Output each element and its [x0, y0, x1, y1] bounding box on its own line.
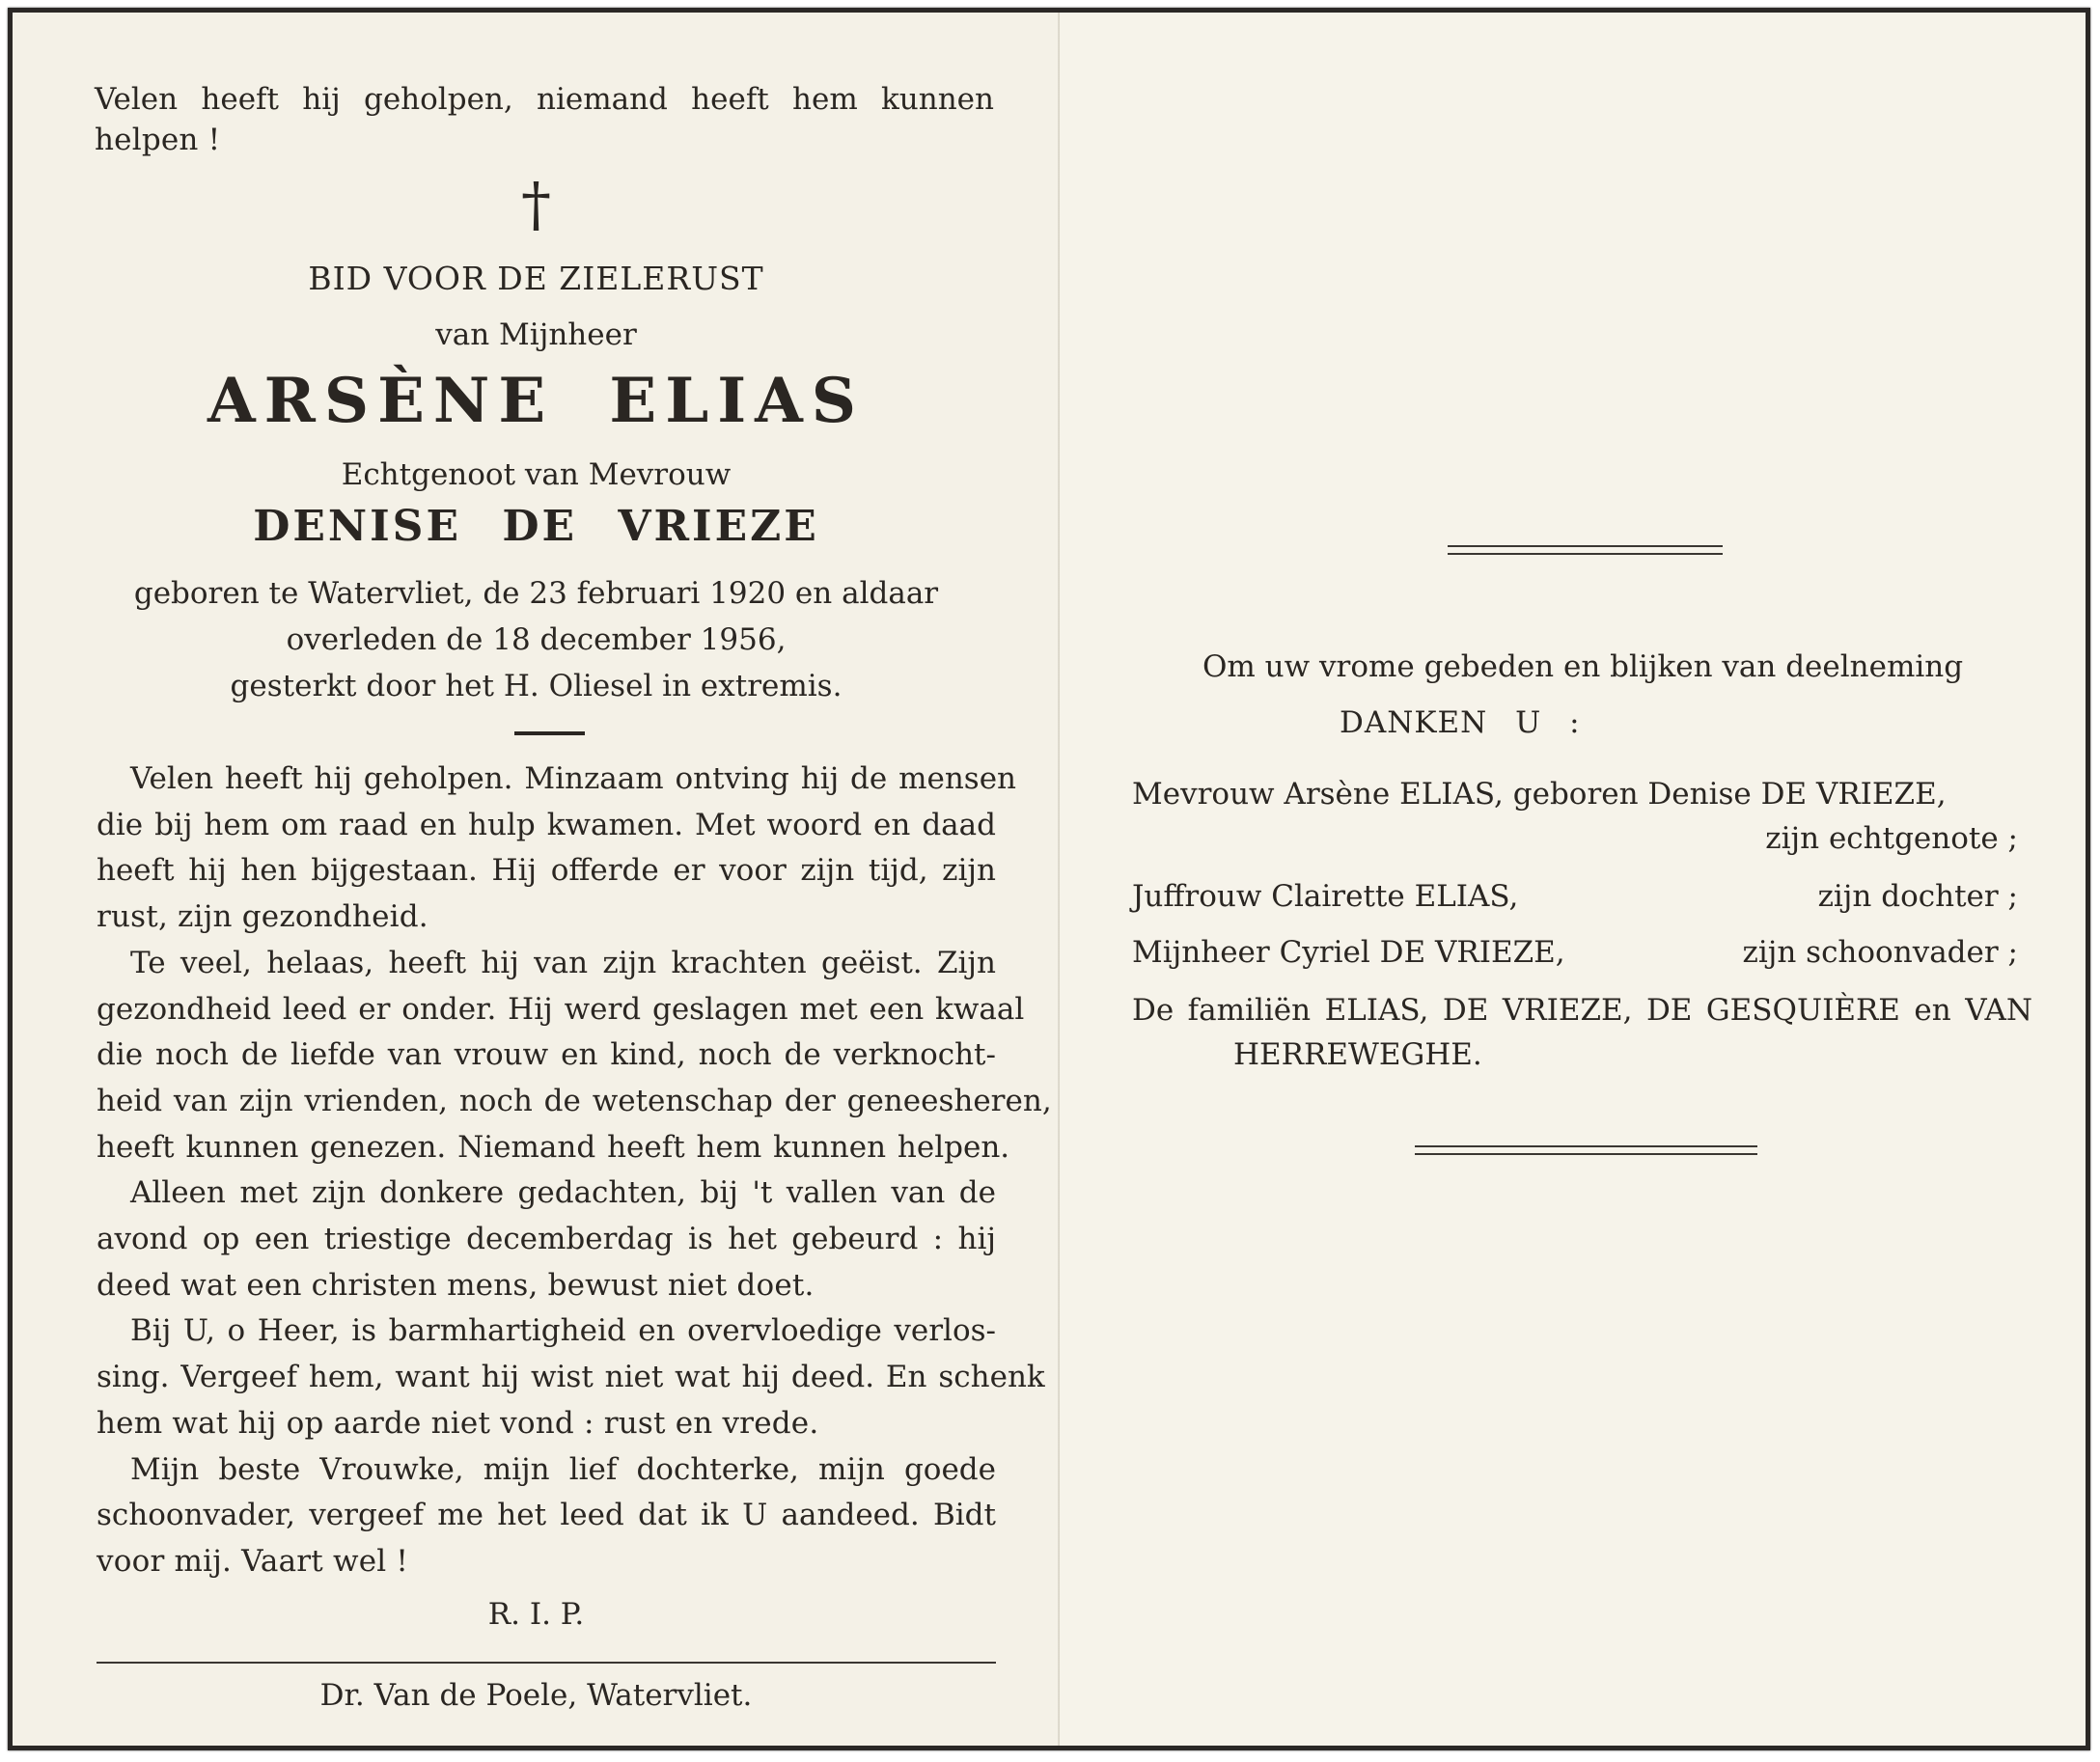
footer-rule [97, 1662, 996, 1664]
body-line: Mijn beste Vrouwke, mijn lief dochterke, mijn goede [130, 1452, 996, 1487]
left-panel [13, 13, 1060, 1746]
death-line: overleden de 18 december 1956, [286, 622, 787, 657]
top-double-rule [1448, 545, 1723, 555]
body-line: hem wat hij op aarde niet vond : rust en vrede. [97, 1406, 819, 1441]
family-relation-3: zijn schoonvader ; [1742, 935, 2018, 970]
body-line: avond op een triestige decemberdag is het gebeurd : hij [97, 1222, 996, 1256]
families-line: De familiën ELIAS, DE VRIEZE, DE GESQUIÈRE en VAN [1132, 993, 2032, 1028]
body-line: voor mij. Vaart wel ! [97, 1544, 409, 1579]
body-line: sing. Vergeef hem, want hij wist niet wat hij deed. En schenk [97, 1360, 1045, 1394]
body-line: heeft hij hen bijgestaan. Hij offerde er voor zijn tijd, zijn [97, 853, 996, 888]
body-line: schoonvader, vergeef me het leed dat ik U aandeed. Bidt [97, 1498, 996, 1532]
of-mister-line: van Mijnheer [435, 317, 637, 352]
cross-icon: † [521, 169, 551, 239]
families-continued: HERREWEGHE. [1233, 1037, 1482, 1072]
spouse-name: DENISE DE VRIEZE [253, 502, 819, 551]
body-line: Alleen met zijn donkere gedachten, bij 't vallen van de [130, 1175, 996, 1210]
prayer-heading: BID VOOR DE ZIELERUST [308, 260, 764, 297]
body-line: heid van zijn vrienden, noch de wetenschap der geneesheren, [97, 1084, 1052, 1118]
bottom-double-rule [1415, 1145, 1757, 1155]
thanks-line: Om uw vrome gebeden en blijken van deelneming [1202, 649, 1964, 684]
right-panel [1060, 13, 2086, 1746]
body-line: heeft kunnen genezen. Niemand heeft hem kunnen helpen. [97, 1130, 1010, 1165]
family-name-3: Mijnheer Cyriel DE VRIEZE, [1132, 935, 1565, 970]
body-line: rust, zijn gezondheid. [97, 899, 428, 934]
printer-line: Dr. Van de Poele, Watervliet. [319, 1678, 753, 1713]
epigraph-line-2: helpen ! [95, 123, 221, 157]
sacrament-line: gesterkt door het H. Oliesel in extremis. [230, 669, 843, 703]
body-line: deed wat een christen mens, bewust niet doet. [97, 1268, 815, 1303]
deceased-name: ARSÈNE ELIAS [207, 365, 865, 437]
memorial-card [8, 8, 2090, 1750]
family-name-1: Mevrouw Arsène ELIAS, geboren Denise DE VRIEZE, [1132, 777, 1947, 812]
family-relation-1: zijn echtgenote ; [1765, 821, 2018, 856]
thanks-heading: DANKEN U : [1340, 705, 1581, 740]
body-line: die noch de liefde van vrouw en kind, noch de verknocht- [97, 1037, 996, 1072]
body-line: Bij U, o Heer, is barmhartigheid en overvloedige verlos- [130, 1313, 996, 1348]
family-relation-2: zijn dochter ; [1817, 879, 2018, 914]
birth-line: geboren te Watervliet, de 23 februari 1920 en aldaar [133, 576, 939, 611]
body-line: Velen heeft hij geholpen. Minzaam ontving hij de mensen [130, 761, 1017, 796]
body-line: die bij hem om raad en hulp kwamen. Met woord en daad [97, 808, 996, 842]
epigraph-line-1: Velen heeft hij geholpen, niemand heeft hem kunnen [95, 82, 994, 117]
spouse-of-line: Echtgenoot van Mevrouw [341, 457, 732, 492]
separator-rule [514, 731, 585, 735]
rip-line: R. I. P. [487, 1597, 585, 1632]
body-line: gezondheid leed er onder. Hij werd geslagen met een kwaal [97, 992, 1025, 1027]
body-line: Te veel, helaas, heeft hij van zijn krachten geëist. Zijn [130, 946, 996, 980]
family-name-2: Juffrouw Clairette ELIAS, [1132, 879, 1519, 914]
